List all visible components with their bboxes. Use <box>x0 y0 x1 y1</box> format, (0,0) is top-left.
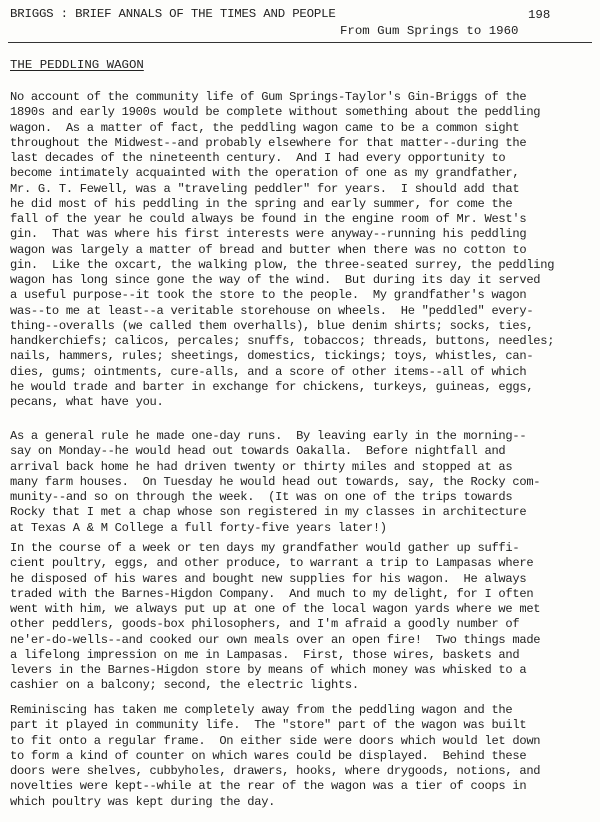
text-line: nails, hammers, rules; sheetings, domestics, tickings; toys, whistles, can- <box>10 349 534 364</box>
text-line: at Texas A & M College a full forty-five years later!) <box>10 520 387 535</box>
text-line: went with him, we always put up at one of the local wagon yards where we met <box>10 602 541 616</box>
text-line: Mr. G. T. Fewell, was a "traveling peddler" for years. I should add that <box>10 181 520 196</box>
text-line: 1890s and early 1900s would be complete without something about the peddling <box>10 105 541 120</box>
text-line: traded with the Barnes-Higdon Company. And much to my delight, for I often <box>10 586 534 601</box>
text-line: In the course of a week or ten days my grandfather would gather up suffi- <box>10 541 520 555</box>
text-line: No account of the community life of Gum Springs-Taylor's Gin-Briggs of the <box>10 90 527 104</box>
text-line: gin. That was where his first interests were anyway--running his peddling <box>10 227 527 242</box>
paragraph-2 <box>10 429 600 536</box>
text-line: he would trade and barter in exchange for chickens, turkeys, guineas, eggs, <box>10 379 534 394</box>
text-line: a lifelong impression on me in Lampasas. First, those wires, baskets and <box>10 647 520 662</box>
paragraph-1 <box>10 90 600 410</box>
text-line: many farm houses. On Tuesday he would head out towards, say, the Rocky com- <box>10 474 541 489</box>
text-line: cashier on a balcony; second, the electric lights. <box>10 678 359 693</box>
text-line: to fit onto a regular frame. On either side were doors which would let down <box>10 733 541 748</box>
running-header-title: BRIGGS : BRIEF ANNALS OF THE TIMES AND PEOPLE <box>10 7 336 21</box>
text-line: As a general rule he made one-day runs. By leaving early in the morning-- <box>10 429 527 443</box>
text-line: levers in the Barnes-Higdon store by means of which money was whisked to a <box>10 663 527 677</box>
text-line: other peddlers, goods-box philosophers, and I'm afraid a goodly number of <box>10 617 520 632</box>
text-line: dies, gums; ointments, cure-alls, and a score of other items--all of which <box>10 364 527 379</box>
text-line: he disposed of his wares and bought new supplies for his wagon. He always <box>10 571 527 586</box>
text-line: pecans, what have you. <box>10 395 164 409</box>
text-line: wagon was largely a matter of bread and butter when there was no cotton to <box>10 242 527 257</box>
text-line: handkerchiefs; calicos, percales; snuffs, tobaccos; threads, buttons, needles; <box>10 334 555 348</box>
text-line: part it played in community life. The "store" part of the wagon was built <box>10 718 527 733</box>
text-line: cient poultry, eggs, and other produce, to warrant a trip to Lampasas where <box>10 556 534 571</box>
text-line: which poultry was kept during the day. <box>10 794 276 809</box>
text-line: throughout the Midwest--and probably elsewhere for that matter--during the <box>10 135 527 150</box>
text-line: arrival back home he had driven twenty or thirty miles and stopped at as <box>10 459 513 474</box>
text-line: thing--overalls (we called them overhalls), blue denim shirts; socks, ties, <box>10 318 534 333</box>
text-line: doors were shelves, cubbyholes, drawers, hooks, where drygoods, notions, and <box>10 764 541 778</box>
running-header-subtitle: From Gum Springs to 1960 <box>340 24 519 38</box>
text-line: to form a kind of counter on which wares could be displayed. Behind these <box>10 748 527 763</box>
section-title: THE PEDDLING WAGON <box>10 58 144 72</box>
text-line: novelties were kept--while at the rear of the wagon was a tier of coops in <box>10 779 527 794</box>
text-line: say on Monday--he would head out towards Oakalla. Before nightfall and <box>10 444 506 459</box>
header-rule <box>8 42 592 43</box>
text-line: ne'er-do-wells--and cooked our own meals over an open fire! Two things made <box>10 632 541 647</box>
text-line: last decades of the nineteenth century. And I had every opportunity to <box>10 151 506 165</box>
text-line: a useful purpose--it took the store to the people. My grandfather's wagon <box>10 288 527 303</box>
paragraph-4 <box>10 703 600 810</box>
text-line: Rocky that I met a chap whose son registered in my classes in architecture <box>10 505 527 520</box>
text-line: gin. Like the oxcart, the walking plow, the three-seated surrey, the peddling <box>10 257 555 272</box>
text-line: fall of the year he could always be found in the engine room of Mr. West's <box>10 212 527 226</box>
text-line: munity--and so on through the week. (It was on one of the trips towards <box>10 490 513 504</box>
text-line: become intimately acquainted with the operation of one as my grandfather, <box>10 166 520 181</box>
text-line: wagon. As a matter of fact, the peddling wagon came to be a common sight <box>10 120 520 135</box>
text-line: was--to me at least--a veritable storehouse on wheels. He "peddled" every- <box>10 303 534 318</box>
page-number: 198 <box>528 8 551 22</box>
text-line: he did most of his peddling in the spring and early summer, for come the <box>10 196 513 211</box>
text-line: wagon has long since gone the way of the wind. But during its day it served <box>10 273 541 287</box>
text-line: Reminiscing has taken me completely away from the peddling wagon and the <box>10 703 513 717</box>
paragraph-3 <box>10 541 600 694</box>
